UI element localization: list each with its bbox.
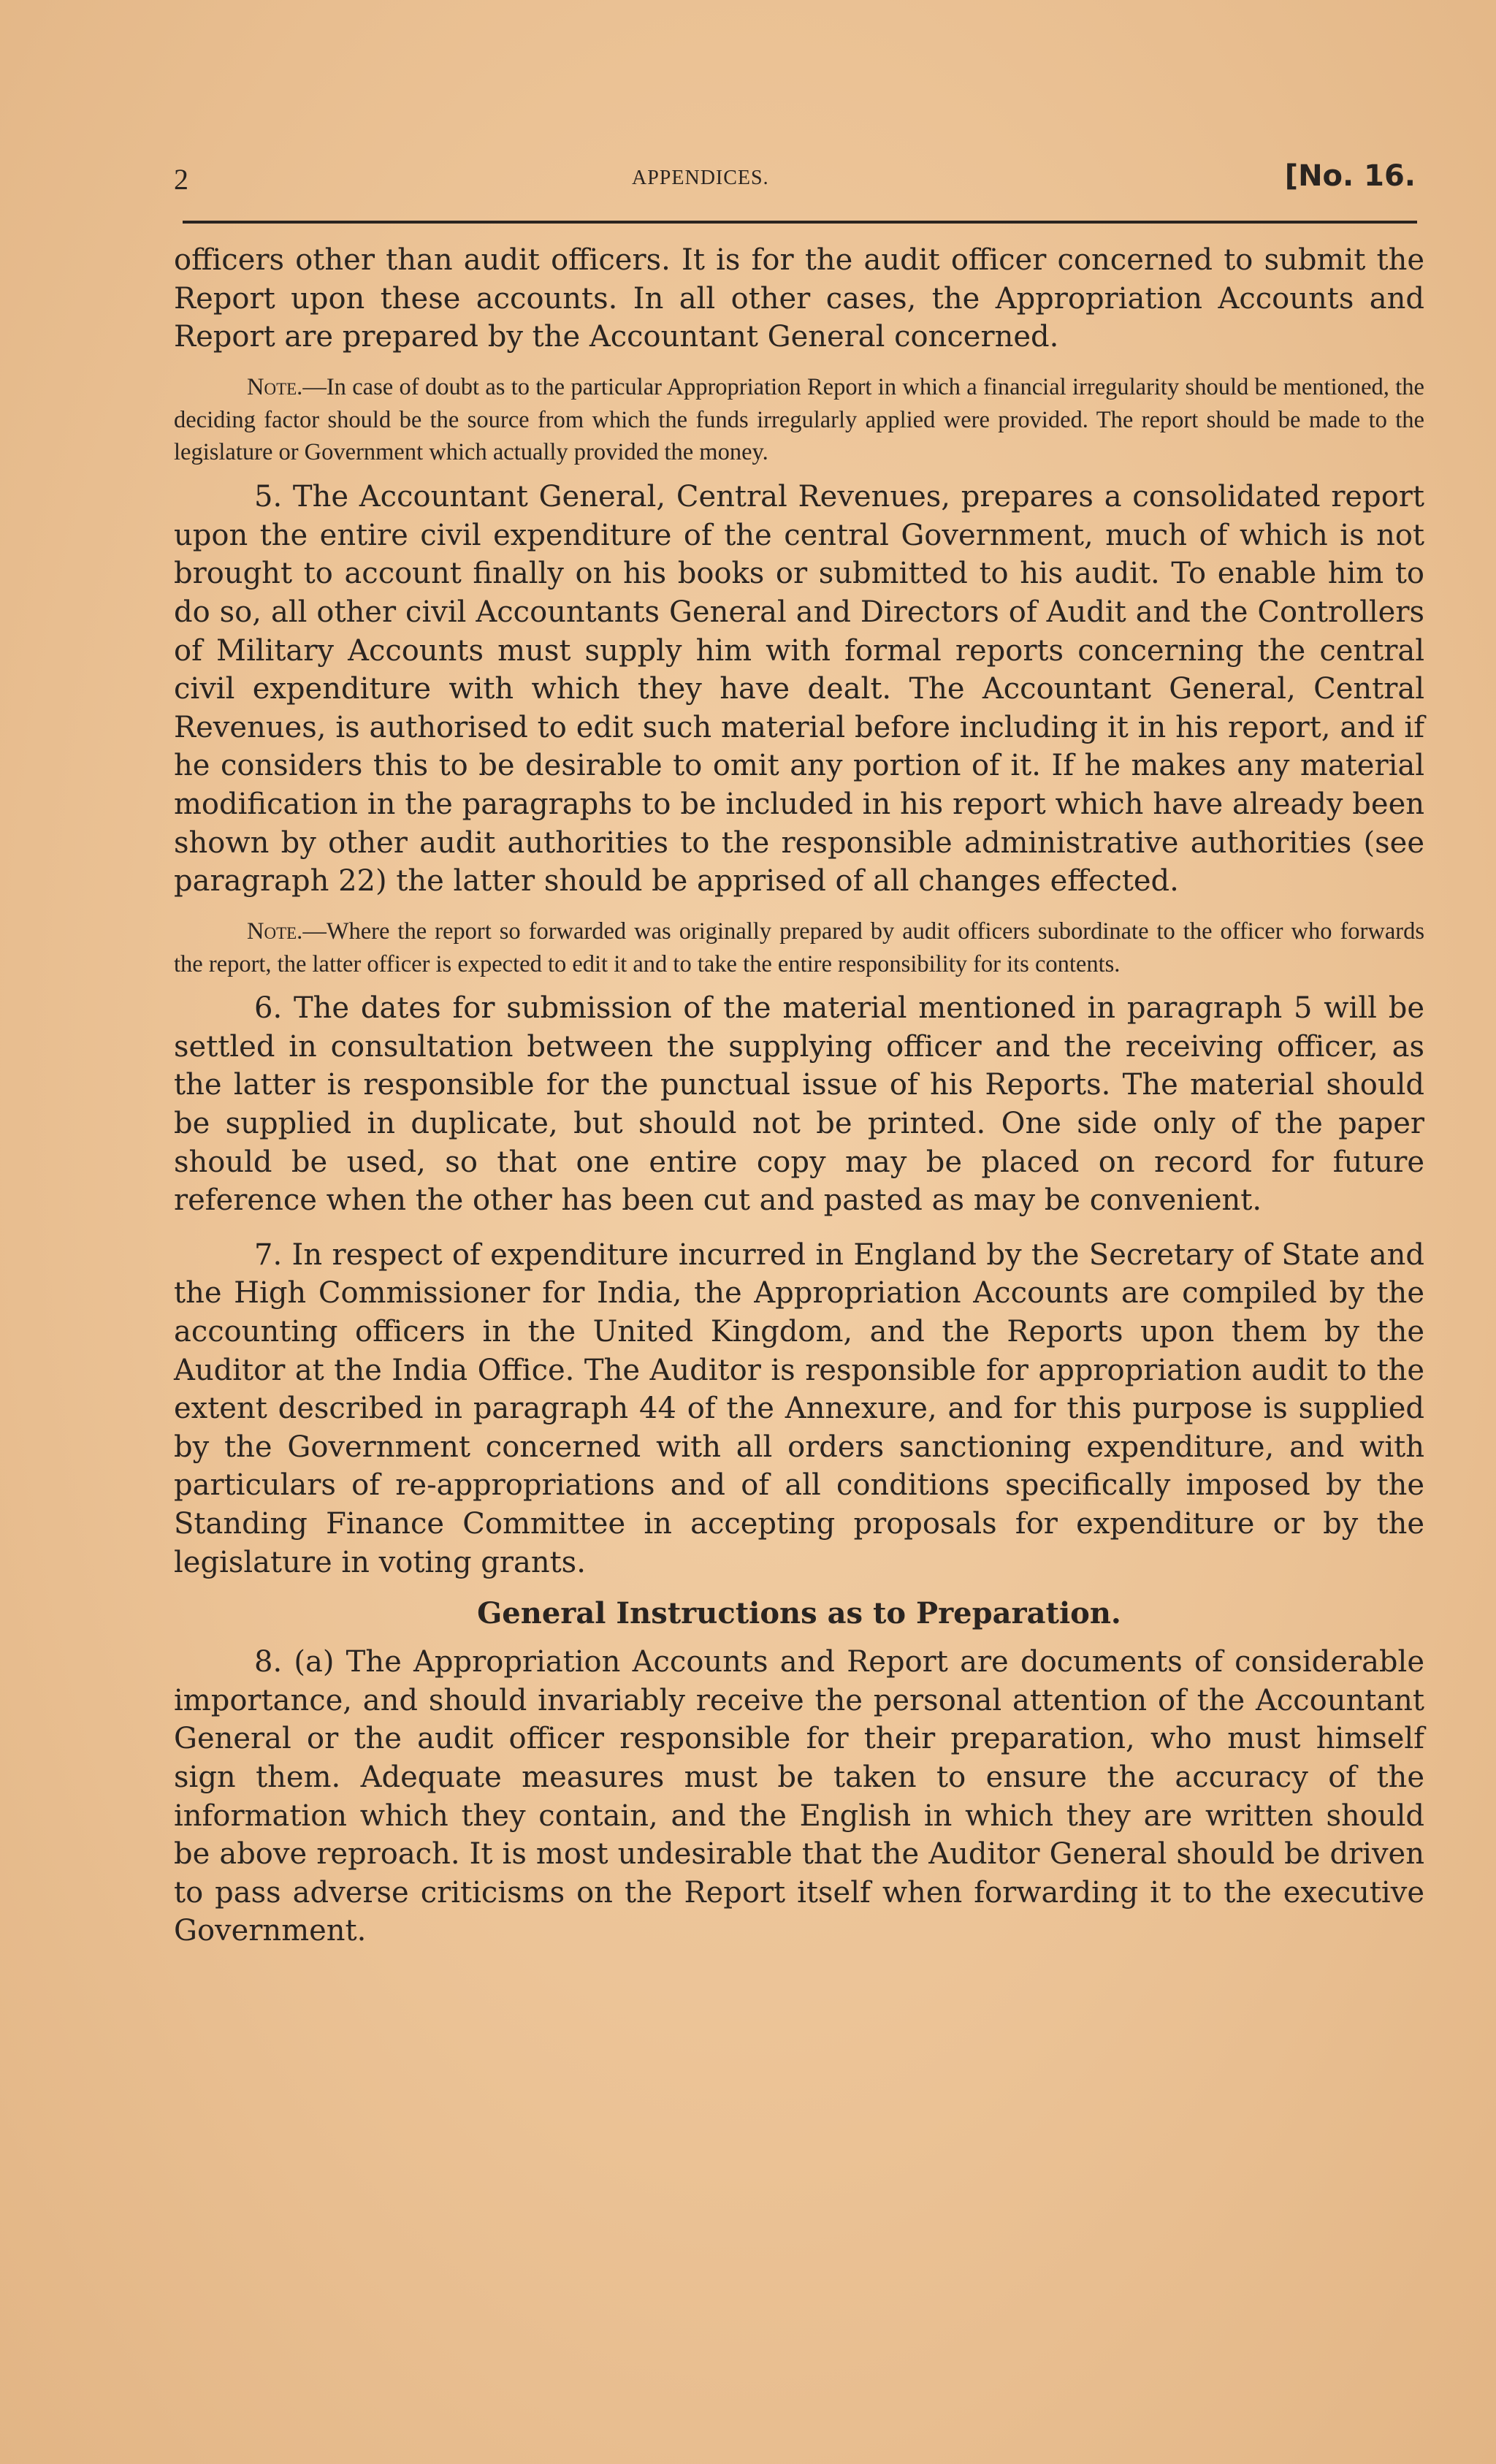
header-rule	[183, 221, 1417, 224]
paragraph-6: 6. The dates for submission of the material mentioned in paragraph 5 will be settled in consultation between the supplying officer and the receiving officer, as the latter is responsible for the punctual issue of his Reports. The material should be supplied in duplicate, but should not be printed. One side only of the paper should be used, so that one entire copy may be placed on record for future reference when the other has been cut and pasted as may be convenient.	[174, 991, 1424, 1218]
page-number: 2	[174, 163, 188, 196]
section-heading: General Instructions as to Preparation.	[477, 1596, 1121, 1631]
note-2-label: Note.	[247, 918, 303, 945]
note-2	[174, 915, 1424, 981]
note-1-text: —In case of doubt as to the particular Appropriation Report in which a financial irregularity should be mentioned, the deciding factor should be the source from which the funds irregularly applied were provided. The report should be made to the legislature or Government which actually provided the money.	[174, 373, 1424, 466]
intro-paragraph: officers other than audit officers. It is for the audit officer concerned to submit the Report upon these accounts. In all other cases, the Appropriation Accounts and Report are prepared by the Accountant General concerned.	[174, 243, 1424, 354]
page-header	[174, 159, 1416, 203]
page-body	[174, 241, 1424, 1950]
spacer	[174, 1220, 1424, 1236]
note-1	[174, 371, 1424, 469]
paragraph-8: 8. (a) The Appropriation Accounts and Report are documents of considerable importance, and should invariably receive the personal attention of the Accountant General or the audit officer responsible for their preparation, who must himself sign them. Adequate measures must be taken to ensure the accuracy of the information which they contain, and the English in which they are written should be above reproach. It is most undesirable that the Auditor General should be driven to pass adverse criticisms on the Report itself when forwarding it to the executive Government.	[174, 1645, 1424, 1948]
note-1-label: Note.	[247, 373, 303, 400]
paragraph-5: 5. The Accountant General, Central Revenues, prepares a consolidated report upon the entire civil expenditure of the central Government, much of which is not brought to account finally on his books or submitted to his audit. To enable him to do so, all other civil Accountants General and Directors of Audit and the Controllers of Military Accounts must supply him with formal reports concerning the central civil expenditure with which they have dealt. The Accountant General, Central Revenues, is authorised to edit such material before including it in his report, and if he considers this to be desirable to omit any portion of it. If he makes any material modification in the paragraphs to be included in his report which have already been shown by other audit authorities to the responsible administrative authorities (see paragraph 22) the latter should be apprised of all changes effected.	[174, 480, 1424, 899]
note-2-text: —Where the report so forwarded was originally prepared by audit officers subordinate to the officer who forwards the report, the latter officer is expected to edit it and to take the entire responsibility for its contents.	[174, 918, 1424, 977]
running-title: APPENDICES.	[632, 167, 769, 189]
paragraph-7: 7. In respect of expenditure incurred in England by the Secretary of State and the High Commissioner for India, the Appropriation Accounts are compiled by the accounting officers in the United Kingdom, and the Reports upon them by the Auditor at the India Office. The Auditor is responsible for appropriation audit to the extent described in paragraph 44 of the Annexure, and for this purpose is supplied by the Government concerned with all orders sanctioning expenditure, and with particulars of re-appropriations and of all conditions specifically imposed by the Standing Finance Committee in accepting proposals for expenditure or by the legislature in voting grants.	[174, 1237, 1424, 1579]
issue-number: [No. 16.	[1284, 159, 1416, 193]
